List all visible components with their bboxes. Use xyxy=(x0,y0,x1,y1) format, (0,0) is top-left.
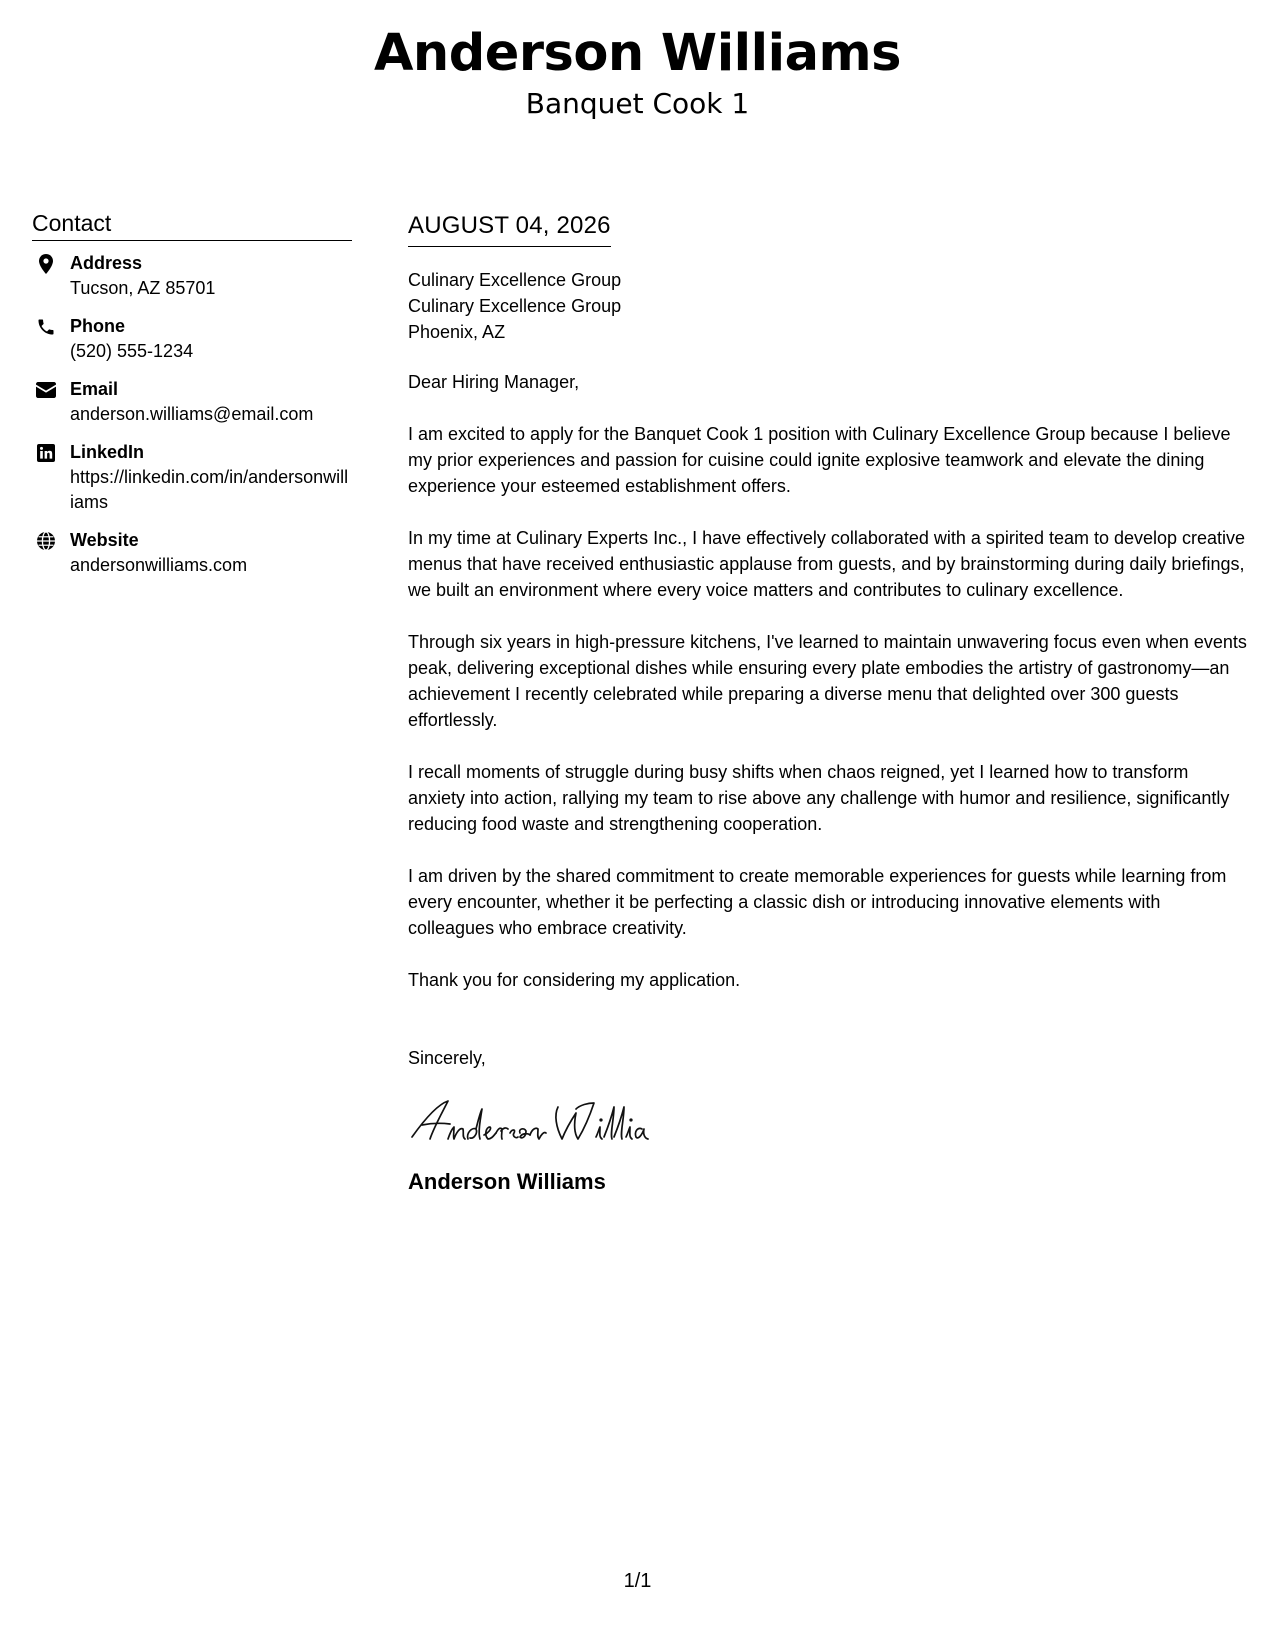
recipient-line: Culinary Excellence Group xyxy=(408,270,622,290)
recipient-block xyxy=(408,267,1248,345)
contact-list xyxy=(32,251,352,578)
contact-label: Address xyxy=(70,253,143,273)
contact-value[interactable]: anderson.williams@email.com xyxy=(70,404,314,424)
contact-value[interactable]: https://linkedin.com/in/andersonwilliams xyxy=(70,467,349,512)
contact-item-address xyxy=(32,251,352,301)
contact-value: (520) 555-1234 xyxy=(70,341,194,361)
contact-heading: Contact xyxy=(32,208,352,241)
handwritten-signature xyxy=(408,1093,1248,1151)
linkedin-icon xyxy=(34,441,58,465)
letter-date: AUGUST 04, 2026 xyxy=(408,210,611,247)
contact-label: Website xyxy=(70,530,139,550)
contact-item-phone xyxy=(32,314,352,364)
contact-item-website xyxy=(32,528,352,578)
closing-thanks: Thank you for considering my application. xyxy=(408,970,741,990)
envelope-icon xyxy=(34,378,58,402)
contact-label: Email xyxy=(70,379,119,399)
contact-value[interactable]: andersonwilliams.com xyxy=(70,555,248,575)
job-title: Banquet Cook 1 xyxy=(525,87,750,120)
body-paragraph: I am excited to apply for the Banquet Cook 1 position with Culinary Excellence Group because I believe my prior experiences and passion for cuisine could ignite explosive teamwork and elevate the dining experience your esteemed establishment offers. xyxy=(408,424,1231,496)
contact-label: LinkedIn xyxy=(70,442,145,462)
recipient-line: Phoenix, AZ xyxy=(408,322,506,342)
signer-name: Anderson Williams xyxy=(408,1169,606,1194)
body-paragraph: I am driven by the shared commitment to create memorable experiences for guests while learning from every encounter, whether it be perfecting a classic dish or introducing innovative elements with colleagues who embrace creativity. xyxy=(408,866,1227,938)
map-pin-icon xyxy=(34,252,58,276)
applicant-name: Anderson Williams xyxy=(373,24,902,83)
globe-icon xyxy=(34,529,58,553)
body-paragraph: Through six years in high-pressure kitchens, I've learned to maintain unwavering focus even when events peak, delivering exceptional dishes while ensuring every plate embodies the artistry of gastronomy—an achievement I recently celebrated while preparing a diverse menu that delighted over 300 guests effortlessly. xyxy=(408,632,1247,730)
recipient-line: Culinary Excellence Group xyxy=(408,296,622,316)
phone-icon xyxy=(34,315,58,339)
contact-item-linkedin xyxy=(32,440,352,515)
contact-value: Tucson, AZ 85701 xyxy=(70,278,216,298)
closing: Sincerely, xyxy=(408,1048,486,1068)
page-number: 1/1 xyxy=(623,1570,652,1592)
body-paragraph: In my time at Culinary Experts Inc., I have effectively collaborated with a spirited team to develop creative menus that have received enthusiastic applause from guests, and by brainstorming during daily briefings, we built an environment where every voice matters and contributes to culinary excellence. xyxy=(408,528,1246,600)
letter-body xyxy=(408,210,1248,1197)
contact-sidebar xyxy=(32,208,352,591)
letter-header xyxy=(0,22,1275,122)
body-paragraph: I recall moments of struggle during busy shifts when chaos reigned, yet I learned how to transform anxiety into action, rallying my team to rise above any challenge with humor and resilience, significantly reducing food waste and strengthening cooperation. xyxy=(408,762,1230,834)
contact-item-email xyxy=(32,377,352,427)
contact-label: Phone xyxy=(70,316,126,336)
salutation: Dear Hiring Manager, xyxy=(408,372,580,392)
